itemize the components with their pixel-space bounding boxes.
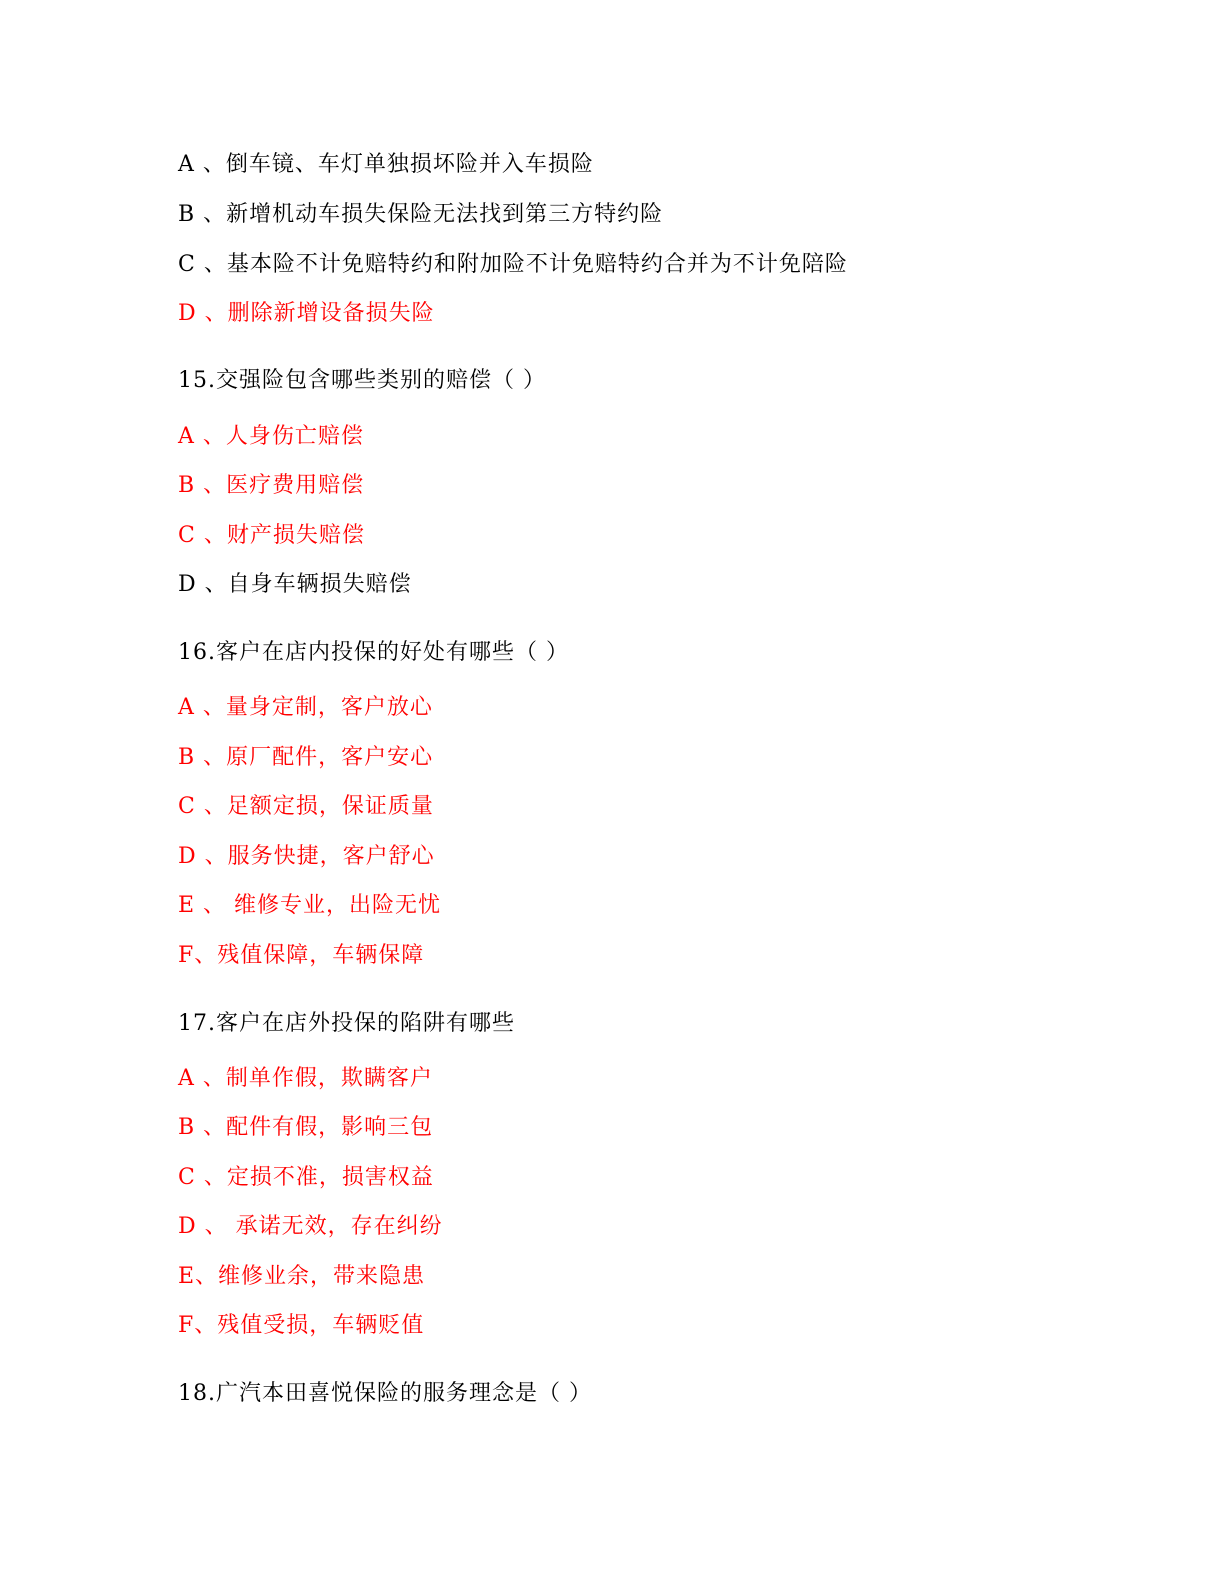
q16-option-b: B 、原厂配件，客户安心 [178, 745, 434, 770]
q16-option-c: C 、足额定损，保证质量 [178, 794, 434, 819]
q17-option-a: A 、制单作假，欺瞒客户 [178, 1066, 433, 1091]
q14-option-b: B 、新增机动车损失保险无法找到第三方特约险 [178, 202, 664, 227]
q17-question: 17.客户在店外投保的陷阱有哪些 [178, 1011, 515, 1036]
q15-option-b: B 、医疗费用赔偿 [178, 473, 365, 498]
q16-option-d: D 、服务快捷，客户舒心 [178, 844, 435, 869]
q14-option-d: D 、删除新增设备损失险 [178, 301, 435, 326]
q15-question: 15.交强险包含哪些类别的赔偿（ ） [178, 368, 546, 393]
q15-option-d: D 、自身车辆损失赔偿 [178, 572, 412, 597]
q17-option-b: B 、配件有假，影响三包 [178, 1115, 434, 1140]
q16-question: 16.客户在店内投保的好处有哪些（ ） [178, 640, 569, 665]
q17-option-c: C 、定损不准，损害权益 [178, 1165, 434, 1190]
q14-option-c: C 、基本险不计免赔特约和附加险不计免赔特约合并为不计免陪险 [178, 252, 848, 277]
q15-option-a: A 、人身伤亡赔偿 [178, 424, 364, 449]
q15-option-c: C 、财产损失赔偿 [178, 523, 365, 548]
q14-option-a: A 、倒车镜、车灯单独损坏险并入车损险 [178, 152, 594, 177]
q16-option-e: E 、 维修专业，出险无忧 [178, 893, 442, 918]
q17-option-e: E、维修业余，带来隐患 [178, 1264, 426, 1289]
q16-option-f: F、残值保障，车辆保障 [178, 943, 425, 968]
q17-option-f: F、残值受损，车辆贬值 [178, 1313, 425, 1338]
q17-option-d: D 、 承诺无效，存在纠纷 [178, 1214, 443, 1239]
q18-question: 18.广汽本田喜悦保险的服务理念是（ ） [178, 1381, 592, 1406]
q16-option-a: A 、量身定制，客户放心 [178, 695, 433, 720]
